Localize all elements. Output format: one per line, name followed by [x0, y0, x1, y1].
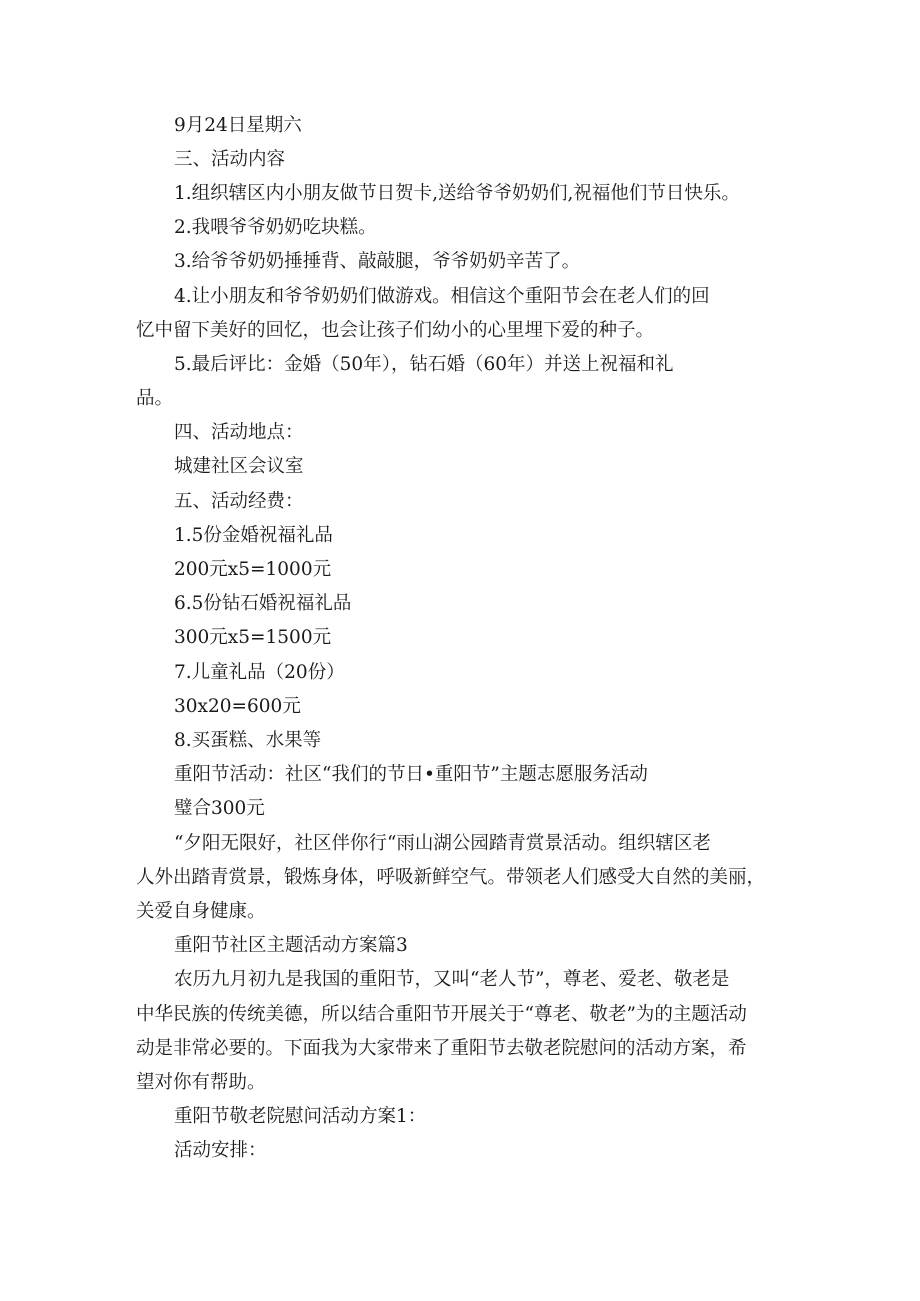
list-item: 2.我喂爷爷奶奶吃块糕。	[174, 217, 377, 238]
paragraph-continuation: 中华民族的传统美德，所以结合重阳节开展关于“尊老、敬老”为的主题活动	[136, 1004, 747, 1025]
paragraph: 城建社区会议室	[174, 456, 304, 477]
section-heading-activity-content: 三、活动内容	[174, 149, 286, 170]
paragraph-continuation: 人外出踏青赏景，锻炼身体，呼吸新鲜空气。带领老人们感受大自然的美丽，	[136, 867, 766, 888]
cost-line: 30x20=600元	[174, 696, 301, 717]
subheading: 活动安排：	[174, 1140, 267, 1161]
cost-line: 300元x5=1500元	[174, 627, 332, 648]
paragraph-continuation: 品。	[136, 388, 174, 409]
paragraph: 重阳节活动：社区“我们的节日•重阳节”主题志愿服务活动	[174, 764, 648, 785]
paragraph-continuation: 动是非常必要的。下面我为大家带来了重阳节去敬老院慰问的活动方案，希	[136, 1038, 747, 1059]
cost-line: 200元x5=1000元	[174, 559, 332, 580]
paragraph-continuation: 忆中留下美好的回忆，也会让孩子们幼小的心里埋下爱的种子。	[136, 320, 655, 341]
list-item: 7.儿童礼品（20份）	[174, 662, 345, 683]
date-line: 9月24日星期六	[174, 115, 302, 136]
list-item: 4.让小朋友和爷爷奶奶们做游戏。相信这个重阳节会在老人们的回	[174, 286, 710, 307]
paragraph: 璧合300元	[174, 798, 265, 819]
article-heading: 重阳节社区主题活动方案篇3	[174, 935, 408, 956]
paragraph: 农历九月初九是我国的重阳节，又叫“老人节”，尊老、爱老、敬老是	[174, 969, 730, 990]
section-heading-location: 四、活动地点：	[174, 422, 304, 443]
list-item: 1.组织辖区内小朋友做节日贺卡,送给爷爷奶奶们,祝福他们节日快乐。	[174, 183, 740, 204]
list-item: 6.5份钻石婚祝福礼品	[174, 593, 352, 614]
list-item: 8.买蛋糕、水果等	[174, 730, 322, 751]
paragraph-continuation: 关爱自身健康。	[136, 901, 266, 922]
subheading: 重阳节敬老院慰问活动方案1：	[174, 1106, 427, 1127]
paragraph-continuation: 望对你有帮助。	[136, 1072, 266, 1093]
list-item: 1.5份金婚祝福礼品	[174, 525, 333, 546]
section-heading-budget: 五、活动经费：	[174, 491, 304, 512]
paragraph: “夕阳无限好，社区伴你行“雨山湖公园踏青赏景活动。组织辖区老	[174, 833, 711, 854]
list-item: 3.给爷爷奶奶捶捶背、敲敲腿，爷爷奶奶辛苦了。	[174, 251, 581, 272]
list-item: 5.最后评比：金婚（50年），钻石婚（60年）并送上祝福和礼	[174, 354, 674, 375]
